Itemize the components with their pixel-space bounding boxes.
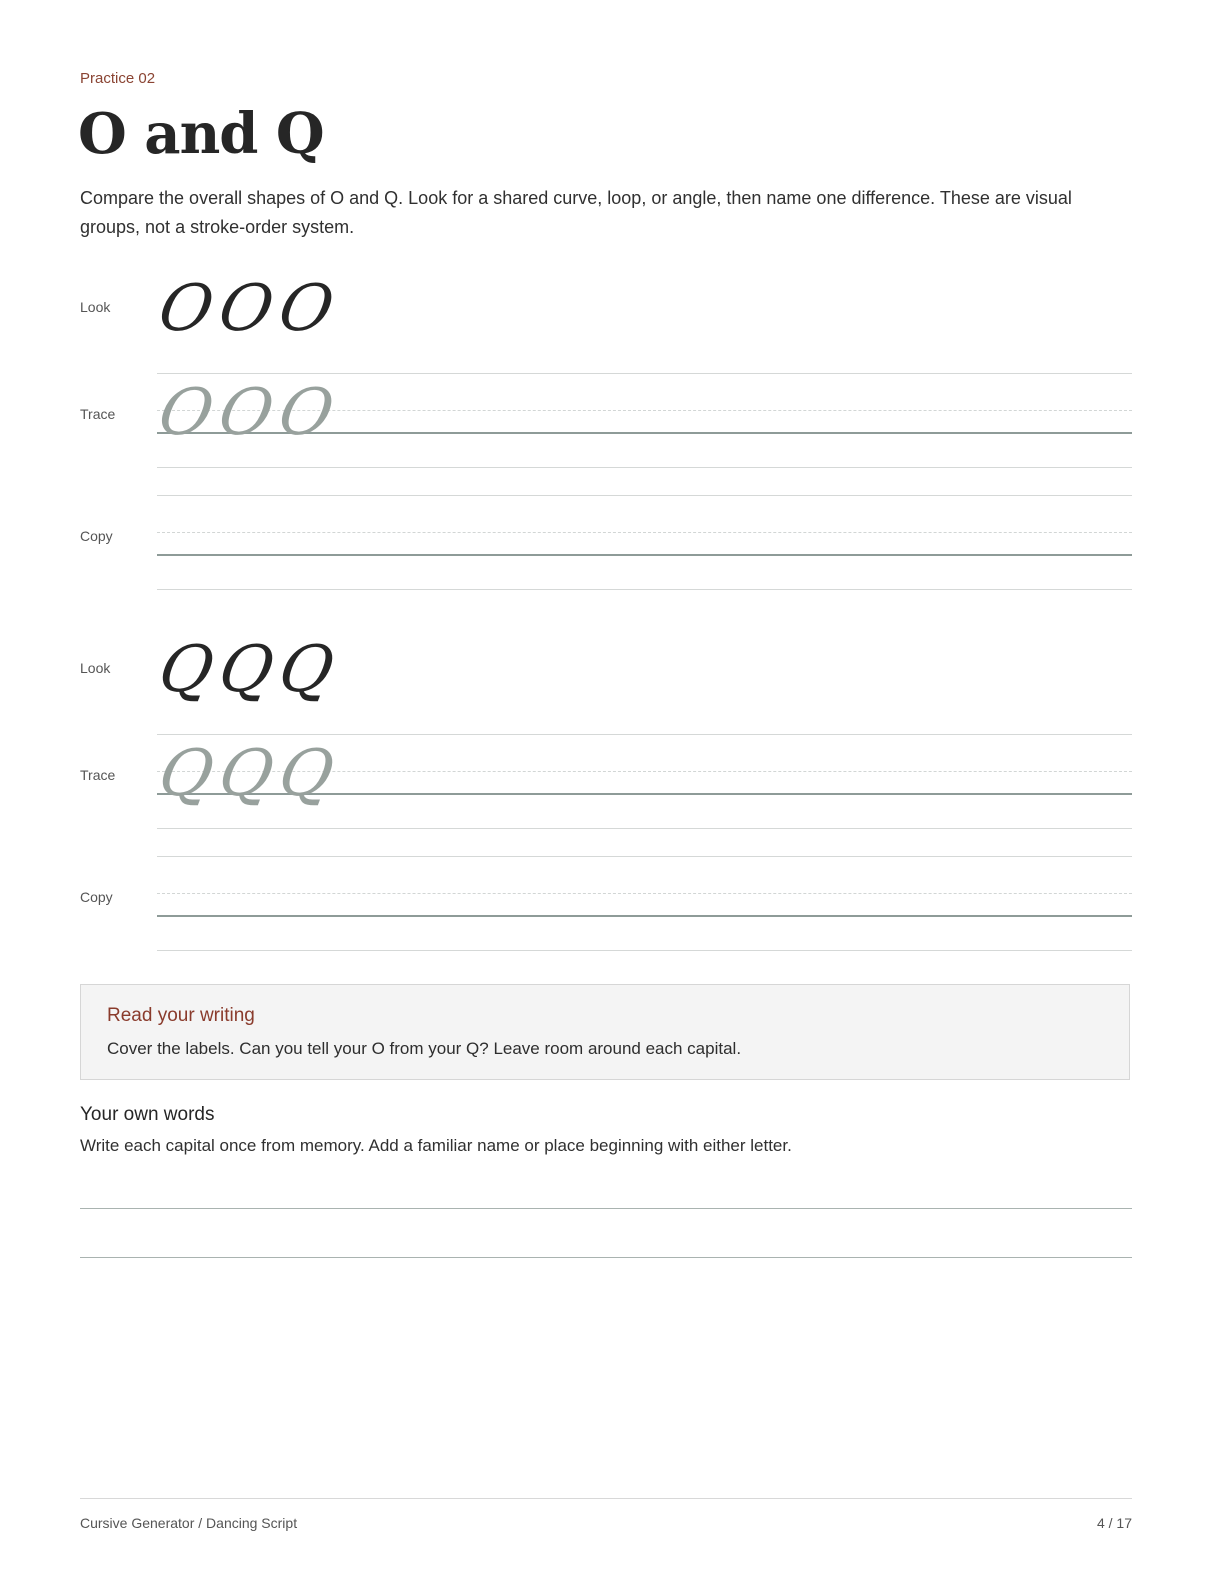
footer-divider — [80, 1498, 1132, 1499]
footer-source: Cursive Generator / Dancing Script — [80, 1515, 298, 1531]
page-number: 4 / 17 — [1096, 1515, 1132, 1531]
trace-letter[interactable]: O — [273, 376, 339, 450]
trace-letters[interactable] — [153, 737, 339, 811]
model-letter: Q — [273, 633, 339, 707]
trace-letter[interactable]: O — [153, 376, 219, 450]
trace-label: Trace — [80, 767, 116, 783]
trace-label: Trace — [80, 406, 116, 422]
copy-bottom-line — [157, 950, 1132, 951]
copy-top-line — [157, 856, 1132, 857]
callout-title: Read your writing — [107, 1005, 255, 1026]
model-letter: O — [273, 272, 339, 346]
trace-letter[interactable]: Q — [273, 737, 339, 811]
trace-bottom-line — [157, 467, 1132, 468]
trace-letter[interactable]: Q — [153, 737, 219, 811]
page-title: O and Q — [78, 101, 324, 167]
copy-label: Copy — [80, 528, 113, 544]
look-label: Look — [80, 660, 111, 676]
read-your-writing-callout — [80, 984, 1130, 1080]
trace-top-line — [157, 734, 1132, 735]
look-label: Look — [80, 299, 111, 315]
copy-label: Copy — [80, 889, 113, 905]
copy-baseline[interactable] — [157, 554, 1132, 556]
writing-line[interactable] — [80, 1208, 1132, 1209]
trace-letter[interactable]: O — [213, 376, 279, 450]
model-letter: Q — [213, 633, 279, 707]
writing-line[interactable] — [80, 1257, 1132, 1258]
callout-body: Cover the labels. Can you tell your O from your Q? Leave room around each capital. — [107, 1039, 742, 1058]
practice-kicker: Practice 02 — [80, 70, 156, 87]
copy-midline — [157, 893, 1132, 894]
trace-bottom-line — [157, 828, 1132, 829]
trace-top-line — [157, 373, 1132, 374]
own-words-heading: Your own words — [80, 1104, 215, 1125]
copy-midline — [157, 532, 1132, 533]
copy-top-line — [157, 495, 1132, 496]
model-letter: Q — [153, 633, 219, 707]
intro-paragraph: Compare the overall shapes of O and Q. Look for a shared curve, loop, or angle, then name one difference. These are visual groups, not a stroke-order system. — [80, 188, 1072, 237]
trace-letter[interactable]: Q — [213, 737, 279, 811]
trace-letters[interactable] — [153, 376, 339, 450]
look-letters — [153, 272, 339, 346]
look-letters — [153, 633, 339, 707]
model-letter: O — [153, 272, 219, 346]
copy-bottom-line — [157, 589, 1132, 590]
own-words-instructions: Write each capital once from memory. Add a familiar name or place beginning with either letter. — [80, 1136, 792, 1155]
model-letter: O — [213, 272, 279, 346]
copy-baseline[interactable] — [157, 915, 1132, 917]
